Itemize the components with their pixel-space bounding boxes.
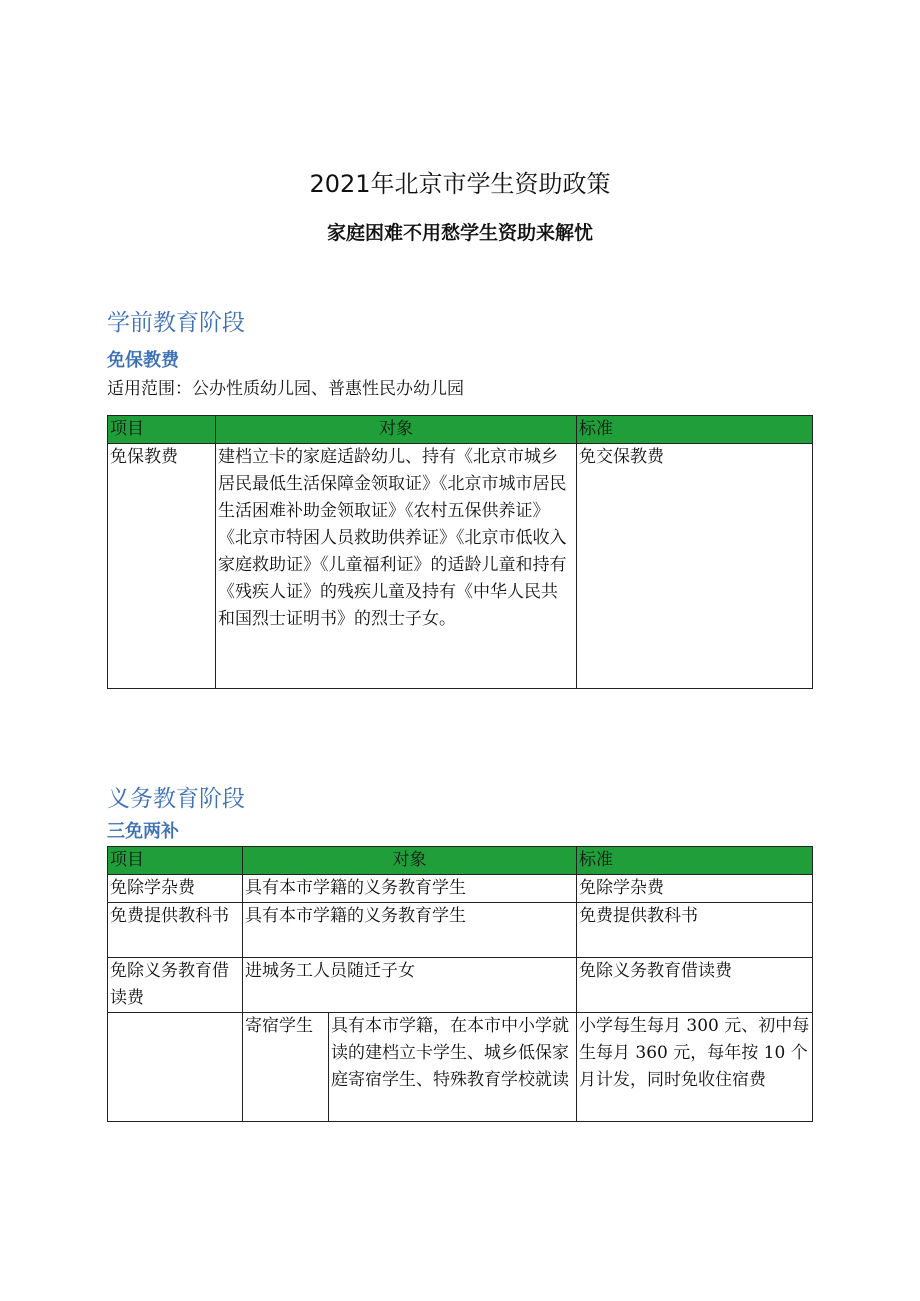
subsection-heading-preschool: 免保教费 xyxy=(107,350,179,371)
cell-item: 免保教费 xyxy=(108,444,216,689)
column-header-standard: 标准 xyxy=(577,847,813,875)
cell-target-label: 寄宿学生 xyxy=(243,1013,329,1122)
cell-target: 具有本市学籍的义务教育学生 xyxy=(243,875,577,903)
column-header-standard: 标准 xyxy=(577,416,813,444)
section-heading-preschool: 学前教育阶段 xyxy=(107,310,245,336)
table-row xyxy=(108,1013,813,1122)
page-subtitle: 家庭困难不用愁学生资助来解忧 xyxy=(326,222,593,244)
cell-standard: 小学每生每月 300 元、初中每生每月 360 元，每年按 10 个月计发，同时免收住宿费 xyxy=(577,1013,813,1122)
table-row xyxy=(108,903,813,958)
cell-item: 免费提供教科书 xyxy=(108,903,243,958)
table-row xyxy=(108,958,813,1013)
table-header-row xyxy=(108,416,813,444)
column-header-target: 对象 xyxy=(216,416,577,444)
preschool-table xyxy=(107,415,813,689)
cell-target: 具有本市学籍，在本市中小学就读的建档立卡学生、城乡低保家庭寄宿学生、特殊教育学校就读 xyxy=(329,1013,577,1122)
column-header-item: 项目 xyxy=(108,847,243,875)
cell-item xyxy=(108,1013,243,1122)
cell-standard: 免交保教费 xyxy=(577,444,813,689)
table-header-row xyxy=(108,847,813,875)
cell-standard: 免除学杂费 xyxy=(577,875,813,903)
column-header-target: 对象 xyxy=(243,847,577,875)
cell-standard: 免除义务教育借读费 xyxy=(577,958,813,1013)
cell-item: 免除义务教育借读费 xyxy=(108,958,243,1013)
cell-target: 建档立卡的家庭适龄幼儿、持有《北京市城乡居民最低生活保障金领取证》《北京市城市居民生活困难补助金领取证》《农村五保供养证》《北京市特困人员救助供养证》《北京市低收入家庭救助证》《儿童福利证》的适龄儿童和持有《残疾人证》的残疾儿童及持有《中华人民共和国烈士证明书》的烈士子女。 xyxy=(216,444,577,689)
subsection-heading-compulsory: 三免两补 xyxy=(107,821,179,842)
section-heading-compulsory: 义务教育阶段 xyxy=(107,786,245,812)
cell-target: 进城务工人员随迁子女 xyxy=(243,958,577,1013)
column-header-item: 项目 xyxy=(108,416,216,444)
scope-text: 适用范围：公办性质幼儿园、普惠性民办幼儿园 xyxy=(107,379,464,399)
cell-target: 具有本市学籍的义务教育学生 xyxy=(243,903,577,958)
cell-standard: 免费提供教科书 xyxy=(577,903,813,958)
table-row xyxy=(108,875,813,903)
page-title: 2021年北京市学生资助政策 xyxy=(309,170,611,198)
compulsory-table xyxy=(107,846,813,1122)
table-row xyxy=(108,444,813,689)
cell-item: 免除学杂费 xyxy=(108,875,243,903)
